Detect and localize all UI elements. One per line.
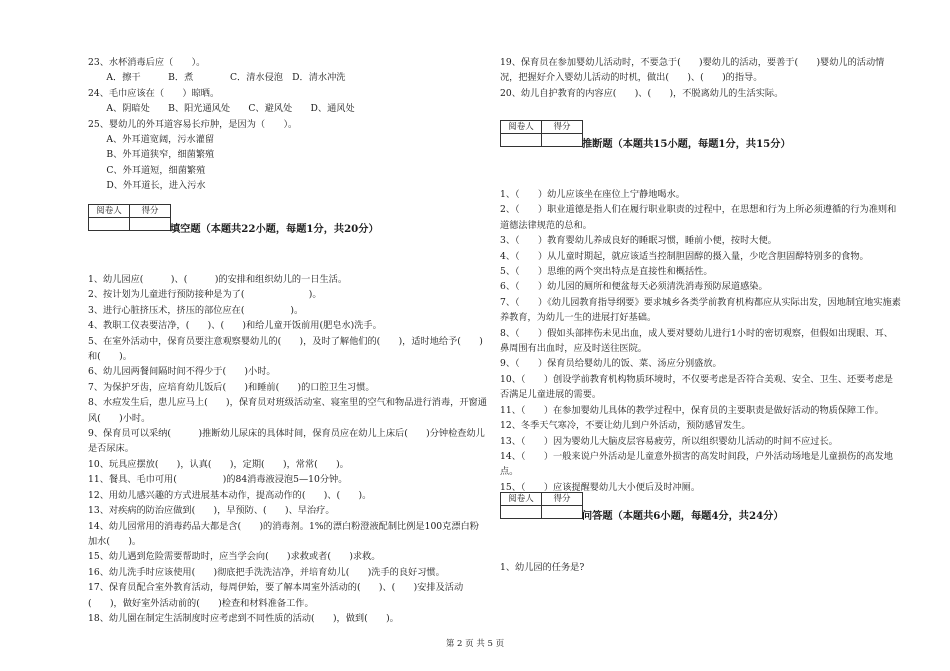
fill-in-questions xyxy=(88,272,488,626)
answer-options: A．擦干 B．煮 C．清水侵泡 D．清水冲洗 xyxy=(88,72,346,84)
question-text: 24、毛巾应该在（ ）晾晒。 xyxy=(88,87,220,99)
score-box xyxy=(88,204,171,231)
fill-in-tail xyxy=(500,55,902,101)
question-item: 11、（ ）在参加婴幼儿具体的教学过程中，保育员的主要职责是做好活动的物质保障工作。 xyxy=(500,404,884,416)
grader-label: 阅卷人 xyxy=(89,205,130,218)
question-item: 13、（ ）因为婴幼儿大脑皮层容易疲劳，所以组织婴幼儿活动的时间不应过长。 xyxy=(500,435,838,447)
score-cell xyxy=(130,218,171,231)
section-title: 推断题（本题共15小题，每题1分，共15分） xyxy=(582,138,791,150)
score-cell xyxy=(542,134,583,147)
judge-questions xyxy=(500,187,902,495)
answer-option: C、外耳道短，细菌繁殖 xyxy=(88,164,206,176)
question-item: 10、玩具应摆放( )，认真( )，定期( )，常常( )。 xyxy=(88,458,349,470)
grader-cell xyxy=(501,134,542,147)
multiple-choice-tail xyxy=(88,55,355,194)
score-cell xyxy=(542,506,583,519)
question-item: 9、保育员可以采纳( )推断幼儿尿床的具体时间，保育员应在幼儿上床后( )分钟检查幼儿是否尿床。 xyxy=(88,428,485,455)
question-item: 4、教职工仪表要洁净，( )、( )和给儿童开饭前用(肥皂水)洗手。 xyxy=(88,320,382,332)
qa-questions xyxy=(500,560,902,575)
score-box xyxy=(500,120,583,147)
qa-section-header xyxy=(500,492,583,519)
question-item: 14、幼儿园常用的消毒药品大都是含( )的消毒剂。1%的漂白粉澄液配制比例是100克漂白粉加水( )。 xyxy=(88,520,479,547)
question-item: 12、用幼儿感兴趣的方式进展基本动作，提高动作的( )、( )。 xyxy=(88,489,372,501)
score-label: 得分 xyxy=(542,121,583,134)
question-item: 5、在室外活动中，保育员要注意观察婴幼儿的( )，及时了解他们的( )，适时地给予( )和( )。 xyxy=(88,335,483,363)
question-item: 8、水痘发生后，患儿应马上( )，保育员对班级活动室、寝室里的空气和物品进行消毒，开窗通风( )小时。 xyxy=(88,397,487,424)
fill-in-section-header xyxy=(88,204,171,231)
question-item: 6、幼儿园两餐间隔时间不得少于( )小时。 xyxy=(88,366,276,378)
question-item: 14、（ ）一般来说户外活动是儿童意外损害的高发时间段，户外活动场地是儿童损伤的高发地点。 xyxy=(500,450,893,478)
answer-options: A、阴暗处 B、阳光通风处 C、避风处 D、通风处 xyxy=(88,103,355,115)
question-item: 2、按计划为儿童进行预防接种是为了( )。 xyxy=(88,289,322,301)
score-label: 得分 xyxy=(130,205,171,218)
answer-option: D、外耳道长，进入污水 xyxy=(88,180,206,192)
question-item: 5、（ ）思维的两个突出特点是直接性和概括性。 xyxy=(500,266,713,278)
score-box xyxy=(500,492,583,519)
judge-section-header xyxy=(500,120,583,147)
question-item: 10、（ ）创设学前教育机构物质环境时，不仅要考虑是否符合美观、安全、卫生、还要考虑是否满足儿童进展的需要。 xyxy=(500,373,893,401)
question-item: 18、幼儿園在制定生活制度时应考虑到不同性质的活动( )，做到( )。 xyxy=(88,612,399,624)
question-item: 19、保育员在参加婴幼儿活动时，不要急于( )婴幼儿的活动，要善于( )婴幼儿的活动情况，把握好介入婴幼儿活动的时机，做出( )、( )的指导。 xyxy=(500,57,885,84)
question-item: 4、（ ）从儿童时期起，就应该适当控制胆固醇的摄入量，少吃含胆固醇特别多的食物。 xyxy=(500,250,869,262)
question-item: 7、（ ）《幼儿园教育指导纲要》要求城乡各类学前教育机构都应从实际出发，因地制宜地实施素养教育，为幼儿一生的进展打好基础。 xyxy=(500,296,901,324)
grader-label: 阅卷人 xyxy=(501,493,542,506)
answer-option: B、外耳道狭窄，细菌繁殖 xyxy=(88,149,215,161)
question-item: 3、进行心脏挤压术，挤压的部位应在( )。 xyxy=(88,304,304,316)
question-item: 17、保育员配合室外教育活动，每周伊始，要了解本周室外活动的( )、( )安排及活动( )，做好室外活动前的( )检查和材料准备工作。 xyxy=(88,582,464,609)
question-text: 25、婴幼儿的外耳道容易长疖肿，是因为（ ）。 xyxy=(88,118,298,130)
question-item: 11、餐具、毛巾可用( )的84消毒液浸泡5—10分钟。 xyxy=(88,474,348,486)
question-item: 15、（ ）应该提醒婴幼儿大小便后及时冲厕。 xyxy=(500,481,701,493)
question-item: 15、幼儿遇到危险需要帮助时，应当学会向( )求救或者( )求救。 xyxy=(88,551,381,563)
grader-label: 阅卷人 xyxy=(501,121,542,134)
grader-cell xyxy=(501,506,542,519)
question-item: 1、（ ）幼儿应该坐在座位上宁静地喝水。 xyxy=(500,189,685,200)
question-item: 20、幼儿自护教育的内容应( )、( )，不脱离幼儿的生活实际。 xyxy=(500,87,784,99)
question-item: 16、幼儿洗手时应该使用( )彻底把手洗洗洁净，并培育幼儿( )洗手的良好习惯。 xyxy=(88,566,445,578)
question-text: 23、水杯消毒后应（ ）。 xyxy=(88,57,206,68)
section-title: 填空题（本题共22小题，每题1分，共20分） xyxy=(170,223,379,235)
question-item: 7、为保护牙齿，应培育幼儿饭后( )和睡前( )的口腔卫生习惯。 xyxy=(88,381,375,393)
grader-cell xyxy=(89,218,130,231)
section-title: 问答题（本题共6小题，每题4分，共24分） xyxy=(582,510,784,522)
question-item: 12、冬季天气寒冷，不要让幼儿到户外活动，预防感冒发生。 xyxy=(500,420,751,432)
question-item: 9、（ ）保育员给婴幼儿的饭、菜、汤应分别盛放。 xyxy=(500,358,722,370)
question-item: 13、对疾病的防治应做到( )，早预防、( )、早治疗。 xyxy=(88,505,335,517)
question-item: 2、（ ）职业道德是指人们在履行职业职责的过程中，在思想和行为上所必须遵循的行为准则和道德法律规范的总和。 xyxy=(500,204,897,231)
question-item: 1、幼儿园的任务是? xyxy=(500,562,585,573)
question-item: 8、（ ）假如头部摔伤未见出血，成人要对婴幼儿进行1小时的密切观察，但假如出现眼、耳、鼻周围有出血时，应及时送往医院。 xyxy=(500,327,893,355)
question-item: 3、（ ）教育婴幼儿养成良好的睡眠习惯，睡前小便，按时大便。 xyxy=(500,235,777,247)
page-footer: 第 2 页 共 5 页 xyxy=(445,639,505,649)
question-item: 1、幼儿园应( )、( )的安排和组织幼儿的一日生活。 xyxy=(88,274,348,285)
score-label: 得分 xyxy=(542,493,583,506)
answer-option: A、外耳道宽阔，污水灌留 xyxy=(88,134,215,146)
question-item: 6、（ ）幼儿园的厕所和便盆每天必须清洗消毒预防尿道感染。 xyxy=(500,281,768,293)
